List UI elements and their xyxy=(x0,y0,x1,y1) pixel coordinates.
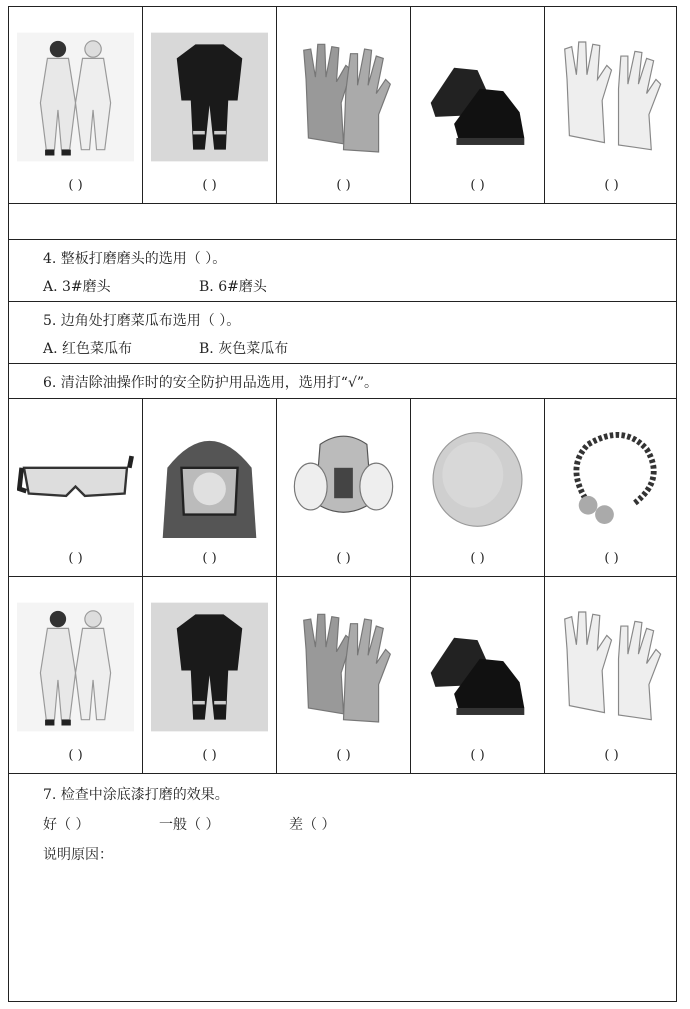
dust-mask-icon xyxy=(419,419,536,540)
question-7-text: 7. 检查中涂底漆打磨的效果。 xyxy=(43,787,229,803)
rubber-gloves-icon xyxy=(285,597,402,737)
question-6-row xyxy=(9,364,676,399)
ppe-cell xyxy=(277,577,411,773)
check-mark-blank[interactable]: ( ) xyxy=(604,748,619,763)
safety-shoes-icon xyxy=(419,27,536,167)
check-mark-blank[interactable]: ( ) xyxy=(470,748,485,763)
ppe-cell xyxy=(545,7,678,203)
coverall-suit-icon xyxy=(17,597,134,737)
safety-shoes-icon xyxy=(419,597,536,737)
ppe-cell xyxy=(411,399,545,576)
question-4-option-b[interactable]: B. 6#磨头 xyxy=(199,279,267,295)
question-4-option-a[interactable]: A. 3#磨头 xyxy=(43,279,111,295)
work-overalls-icon xyxy=(151,27,268,167)
check-mark-blank[interactable]: ( ) xyxy=(470,178,485,193)
check-mark-blank[interactable]: ( ) xyxy=(202,178,217,193)
check-mark-blank[interactable]: ( ) xyxy=(604,551,619,566)
rubber-gloves-icon xyxy=(285,27,402,167)
ppe-cell xyxy=(545,577,678,773)
earplugs-icon xyxy=(553,419,670,540)
question-5-row xyxy=(9,302,676,364)
worksheet-table xyxy=(8,6,677,1002)
coverall-suit-icon xyxy=(17,27,134,167)
face-shield-hood-icon xyxy=(151,419,268,540)
question-4-row xyxy=(9,240,676,302)
check-mark-blank[interactable]: ( ) xyxy=(470,551,485,566)
check-mark-blank[interactable]: ( ) xyxy=(68,748,83,763)
question-5-text: 5. 边角处打磨菜瓜布选用（ ）。 xyxy=(43,313,241,329)
cotton-gloves-icon xyxy=(553,27,670,167)
rating-poor[interactable]: 差（ ） xyxy=(289,817,336,833)
rating-average[interactable]: 一般（ ） xyxy=(159,817,220,833)
rating-good[interactable]: 好（ ） xyxy=(43,817,90,833)
work-overalls-icon xyxy=(151,597,268,737)
ppe-cell xyxy=(411,577,545,773)
question-5-option-b[interactable]: B. 灰色菜瓜布 xyxy=(199,341,289,357)
check-mark-blank[interactable]: ( ) xyxy=(604,178,619,193)
ppe-row-c xyxy=(9,577,676,774)
ppe-cell xyxy=(277,7,411,203)
ppe-cell xyxy=(9,7,143,203)
check-mark-blank[interactable]: ( ) xyxy=(202,748,217,763)
ppe-cell xyxy=(143,577,277,773)
ppe-cell xyxy=(411,7,545,203)
empty-row xyxy=(9,204,676,240)
ppe-cell xyxy=(9,399,143,576)
ppe-row-b xyxy=(9,399,676,577)
question-7-row xyxy=(9,774,676,1001)
check-mark-blank[interactable]: ( ) xyxy=(68,551,83,566)
question-4-text: 4. 整板打磨磨头的选用（ ）。 xyxy=(43,251,227,267)
reason-label: 说明原因： xyxy=(43,847,113,863)
cotton-gloves-icon xyxy=(553,597,670,737)
ppe-cell xyxy=(277,399,411,576)
check-mark-blank[interactable]: ( ) xyxy=(202,551,217,566)
ppe-cell xyxy=(143,7,277,203)
safety-goggles-icon xyxy=(17,419,134,540)
check-mark-blank[interactable]: ( ) xyxy=(336,178,351,193)
check-mark-blank[interactable]: ( ) xyxy=(336,551,351,566)
check-mark-blank[interactable]: ( ) xyxy=(68,178,83,193)
ppe-cell xyxy=(9,577,143,773)
ppe-cell xyxy=(143,399,277,576)
question-6-text: 6. 清洁除油操作时的安全防护用品选用，选用打“√”。 xyxy=(43,375,379,391)
question-5-option-a[interactable]: A. 红色菜瓜布 xyxy=(43,341,133,357)
respirator-mask-icon xyxy=(285,419,402,540)
check-mark-blank[interactable]: ( ) xyxy=(336,748,351,763)
ppe-cell xyxy=(545,399,678,576)
ppe-row-a xyxy=(9,7,676,204)
